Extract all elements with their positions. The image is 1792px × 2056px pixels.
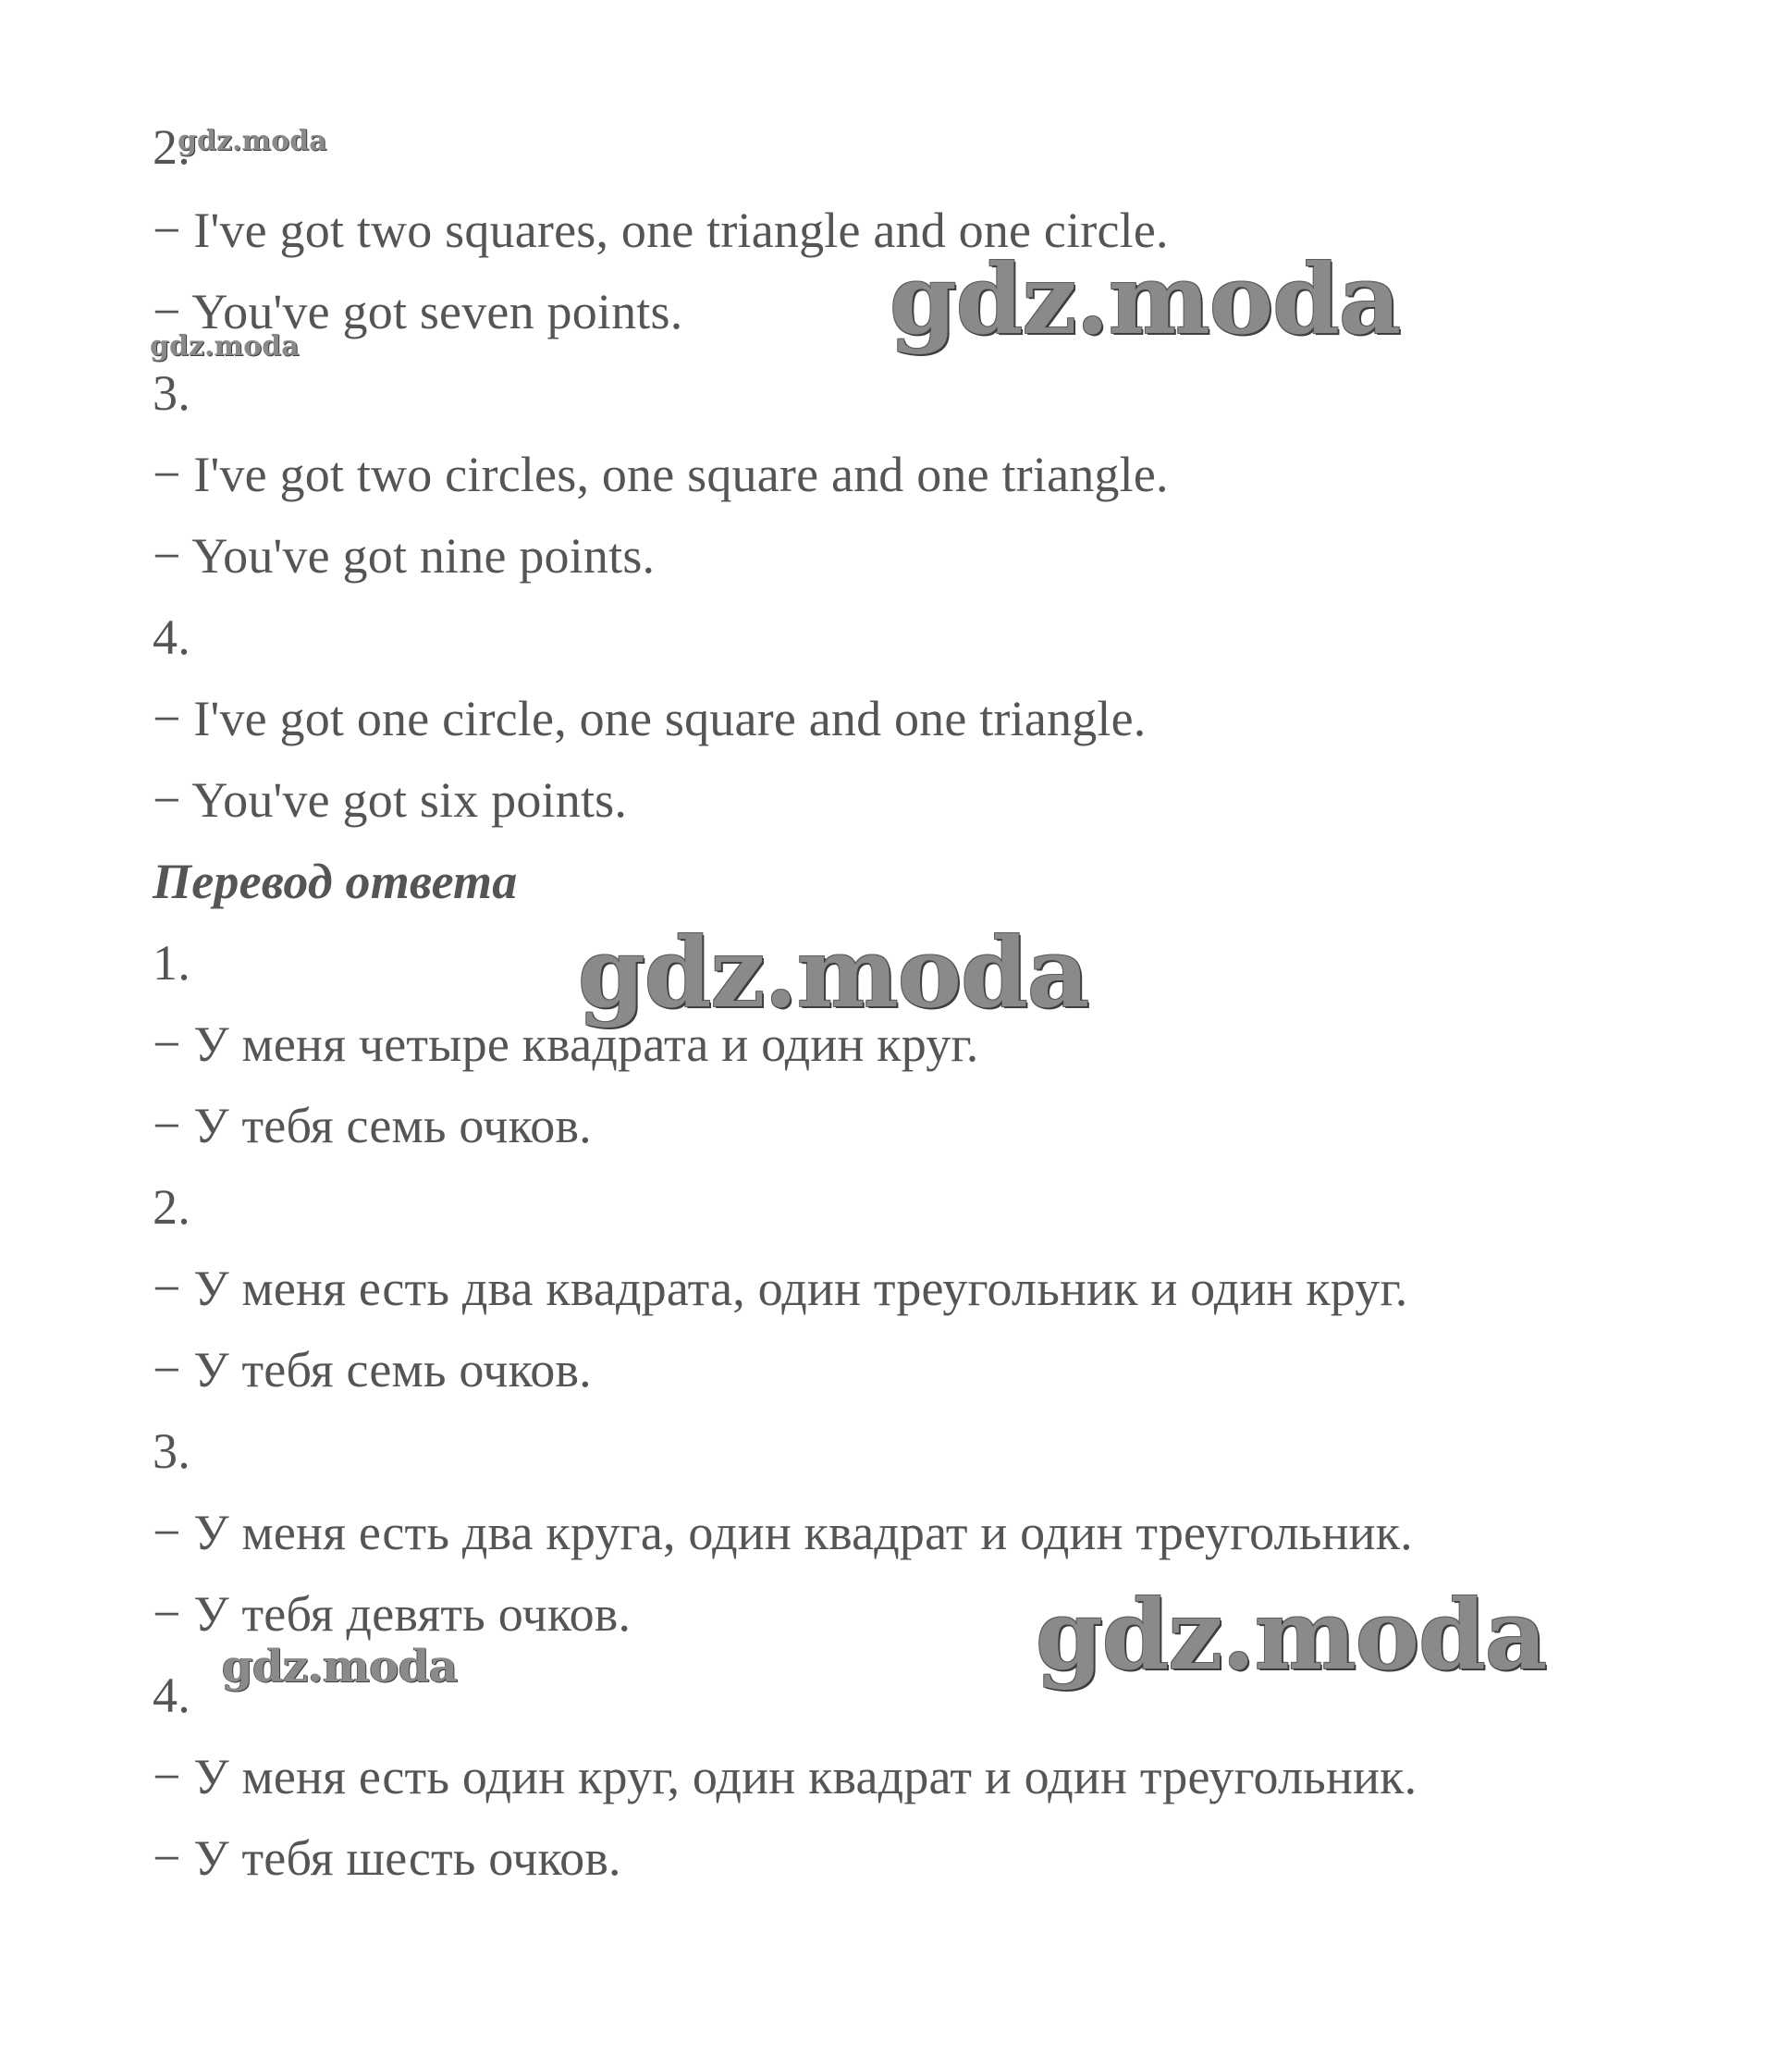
watermark-small-top: gdz.moda xyxy=(178,125,327,157)
translation-item-2-number: 2. xyxy=(153,1179,190,1235)
translation-item-2-line-1: − У меня есть два квадрата, один треугольник и один круг. xyxy=(153,1261,1408,1316)
translation-item-2-line-2: − У тебя семь очков. xyxy=(153,1342,592,1397)
translation-item-3-line-1: − У меня есть два круга, один квадрат и один треугольник. xyxy=(153,1505,1413,1560)
item-3-number: 3. xyxy=(153,365,190,421)
item-4-number: 4. xyxy=(153,609,190,665)
watermark-large-middle: gdz.moda xyxy=(578,916,1089,1029)
watermark-small-left: gdz.moda xyxy=(150,330,300,363)
item-4-line-1: − I've got one circle, one square and one triangle. xyxy=(153,691,1147,746)
item-2-line-1: − I've got two squares, one triangle and one circle. xyxy=(153,203,1169,258)
watermark-large-upper-right: gdz.moda xyxy=(890,242,1401,356)
item-2-number: 2. xyxy=(153,119,190,175)
translation-item-1-number: 1. xyxy=(153,935,190,991)
translation-item-3-number: 3. xyxy=(153,1423,190,1479)
translation-item-4-line-1: − У меня есть один круг, один квадрат и один треугольник. xyxy=(153,1749,1418,1804)
item-3-line-2: − You've got nine points. xyxy=(153,528,656,584)
translation-item-4-line-2: − У тебя шесть очков. xyxy=(153,1830,621,1886)
translation-heading: Перевод ответа xyxy=(153,854,518,909)
item-4-line-2: − You've got six points. xyxy=(153,772,628,828)
translation-item-4-number: 4. xyxy=(153,1668,190,1723)
translation-item-1-line-2: − У тебя семь очков. xyxy=(153,1098,592,1153)
watermark-large-lower-right: gdz.moda xyxy=(1036,1578,1547,1692)
item-3-line-1: − I've got two circles, one square and one triangle. xyxy=(153,447,1169,502)
translation-item-3-line-2: − У тебя девять очков. xyxy=(153,1586,632,1642)
translation-item-1-line-1: − У меня четыре квадрата и один круг. xyxy=(153,1016,979,1072)
item-2-line-2: − You've got seven points. xyxy=(153,284,683,339)
watermark-medium-lower-left: gdz.moda xyxy=(222,1641,458,1693)
